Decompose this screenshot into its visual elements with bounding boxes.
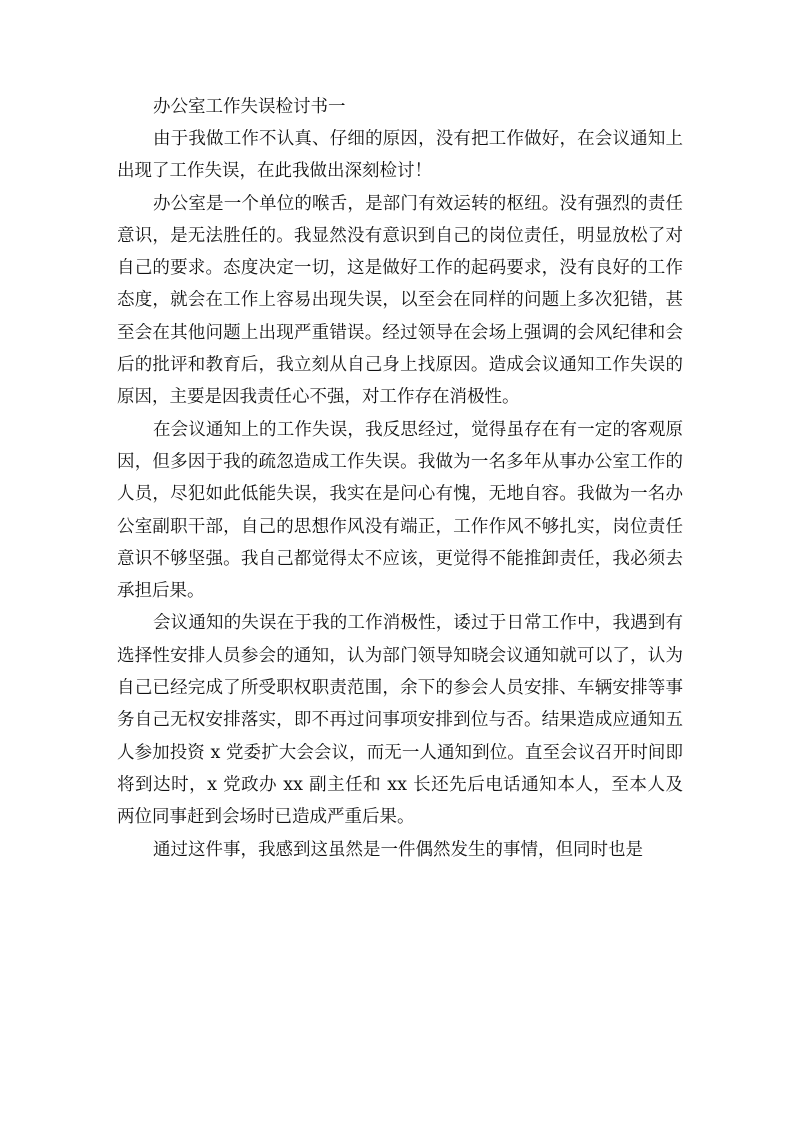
paragraph-1: 由于我做工作不认真、仔细的原因，没有把工作做好，在会议通知上出现了工作失误，在此我做出深刻检讨！ (117, 129, 683, 182)
paragraph-4: 会议通知的失误在于我的工作消极性，诿过于日常工作中，我遇到有选择性安排人员参会的通知，认为部门领导知晓会议通知就可以了，认为自己已经完成了所受职权职责范围，余下的参会人员安排、车辆安排等事务自己无权安排落实，即不再过问事项安排到位与否。结果造成应通知五人参加投资 x 党委扩大会会议，而无一人通知到位。直至会议召开时间即将到达时，x 党政办 xx 副主任和 xx 长还先后电话通知本人，至本人及两位同事赶到会场时已造成严重后果。 (117, 613, 683, 828)
document-body (117, 91, 683, 866)
paragraph-2: 办公室是一个单位的喉舌，是部门有效运转的枢纽。没有强烈的责任意识，是无法胜任的。我显然没有意识到自己的岗位责任，明显放松了对自己的要求。态度决定一切，这是做好工作的起码要求，没有良好的工作态度，就会在工作上容易出现失误，以至会在同样的问题上多次犯错，甚至会在其他问题上出现严重错误。经过领导在会场上强调的会风纪律和会后的批评和教育后，我立刻从自己身上找原因。造成会议通知工作失误的原因，主要是因我责任心不强，对工作存在消极性。 (117, 193, 683, 408)
paragraph-5: 通过这件事，我感到这虽然是一件偶然发生的事情，但同时也是 (153, 839, 643, 860)
paragraph-3: 在会议通知上的工作失误，我反思经过，觉得虽存在有一定的客观原因，但多因于我的疏忽造成工作失误。我做为一名多年从事办公室工作的人员，尽犯如此低能失误，我实在是问心有愧，无地自容。我做为一名办公室副职干部，自己的思想作风没有端正，工作作风不够扎实，岗位责任意识不够坚强。我自己都觉得太不应该，更觉得不能推卸责任，我必须去承担后果。 (117, 419, 683, 602)
document-title: 办公室工作失误检讨书一 (153, 97, 346, 117)
